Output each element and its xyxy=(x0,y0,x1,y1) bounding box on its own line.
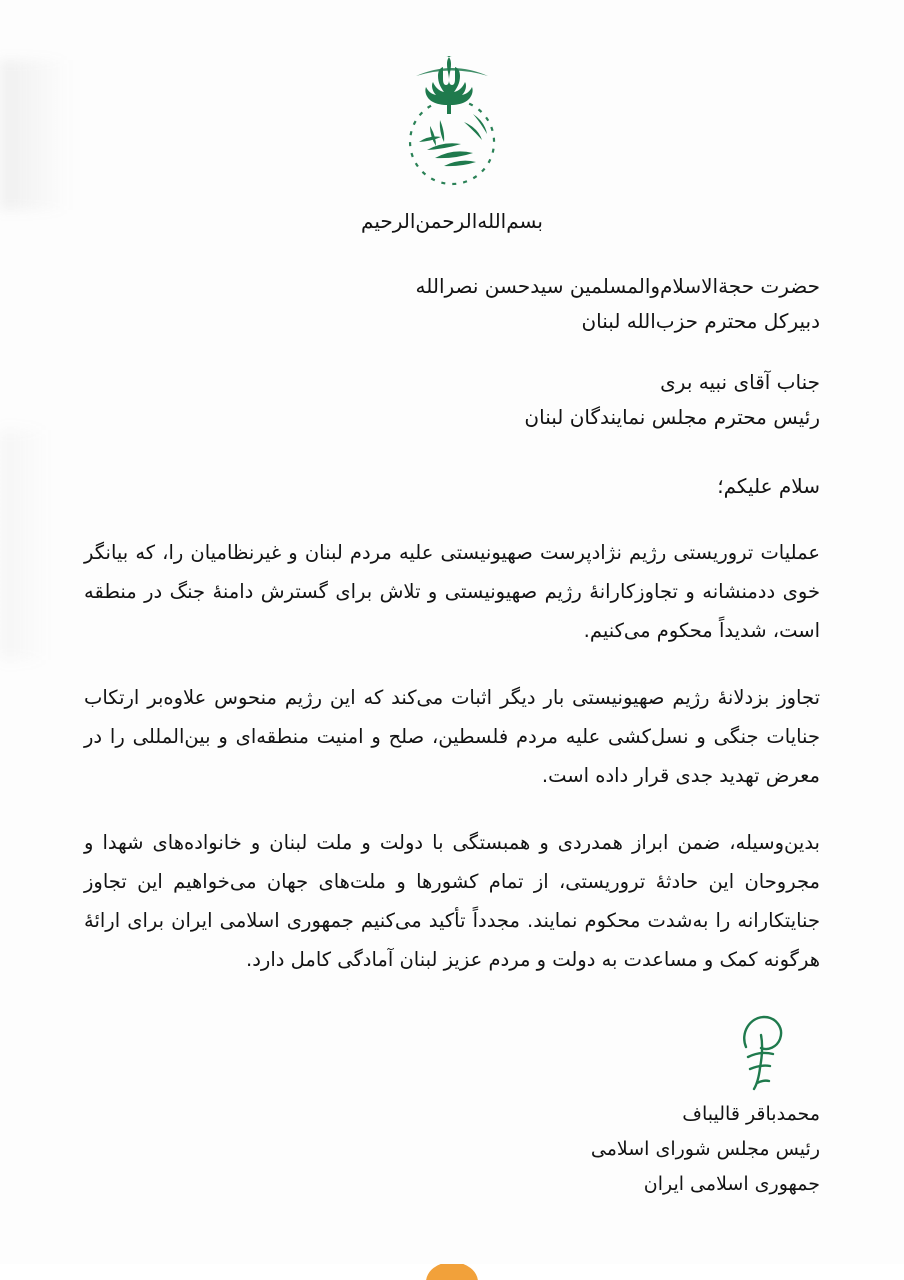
addressee-primary-line1: حضرت حجة‌الاسلام‌والمسلمین سیدحسن نصرالله xyxy=(415,274,820,298)
addressee-primary-line2: دبیرکل محترم حزب‌الله لبنان xyxy=(581,309,820,333)
footer-accent-arc xyxy=(426,1264,478,1280)
footer-strip xyxy=(0,1264,904,1280)
assembly-emblem-icon xyxy=(372,38,532,188)
basmala-line: بسم‌الله‌الرحمن‌الرحیم xyxy=(361,209,543,233)
salutation: سلام علیکم؛ xyxy=(717,474,820,498)
signatory-name: محمدباقر قالیباف xyxy=(682,1103,820,1125)
paragraph-3: بدین‌وسیله، ضمن ابراز همدردی و همبستگی با دولت و ملت لبنان و خانواده‌های شهدا و مجروحان این حادثهٔ تروریستی، از تمام کشورها و ملت‌های جهان می‌خواهیم این تجاوز جنایتکارانه را به‌شدت محکوم نمایند. مجدداً تأکید می‌کنیم جمهوری اسلامی ایران برای ارائهٔ هرگونه کمک و مساعدت به دولت و مردم عزیز لبنان آمادگی کامل دارد. xyxy=(84,831,820,971)
paragraph-1: عملیات تروریستی رژیم نژادپرست صهیونیستی علیه مردم لبنان و غیرنظامیان را، که بیانگر خوی ددمنشانه و تجاوزکارانهٔ رژیم صهیونیستی و تلاش برای گسترش دامنهٔ جنگ در منطقه است، شدیداً محکوم می‌کنیم. xyxy=(84,541,820,642)
signatory-country: جمهوری اسلامی ایران xyxy=(643,1173,820,1196)
signature-block xyxy=(591,1005,820,1202)
addressee-secondary xyxy=(84,365,820,435)
letter-body xyxy=(84,205,820,1007)
addressee-secondary-line2: رئیس محترم مجلس نمایندگان لبنان xyxy=(524,405,820,429)
handwritten-signature-icon xyxy=(724,1005,814,1093)
addressee-primary xyxy=(84,269,820,339)
signatory-title: رئیس مجلس شورای اسلامی xyxy=(590,1138,820,1161)
addressee-secondary-line1: جناب آقای نبیه بری xyxy=(660,370,820,394)
signatory-details xyxy=(591,1097,820,1202)
letterhead xyxy=(0,38,904,188)
paragraph-2: تجاوز بزدلانهٔ رژیم صهیونیستی بار دیگر اثبات می‌کند که این رژیم منحوس علاوه‌بر ارتکاب جنایات جنگی و نسل‌کشی علیه مردم فلسطین، صلح و امنیت منطقه‌ای و بین‌المللی را در معرض تهدید جدی قرار داده است. xyxy=(84,686,820,787)
scan-artifact-secondary xyxy=(0,430,48,660)
